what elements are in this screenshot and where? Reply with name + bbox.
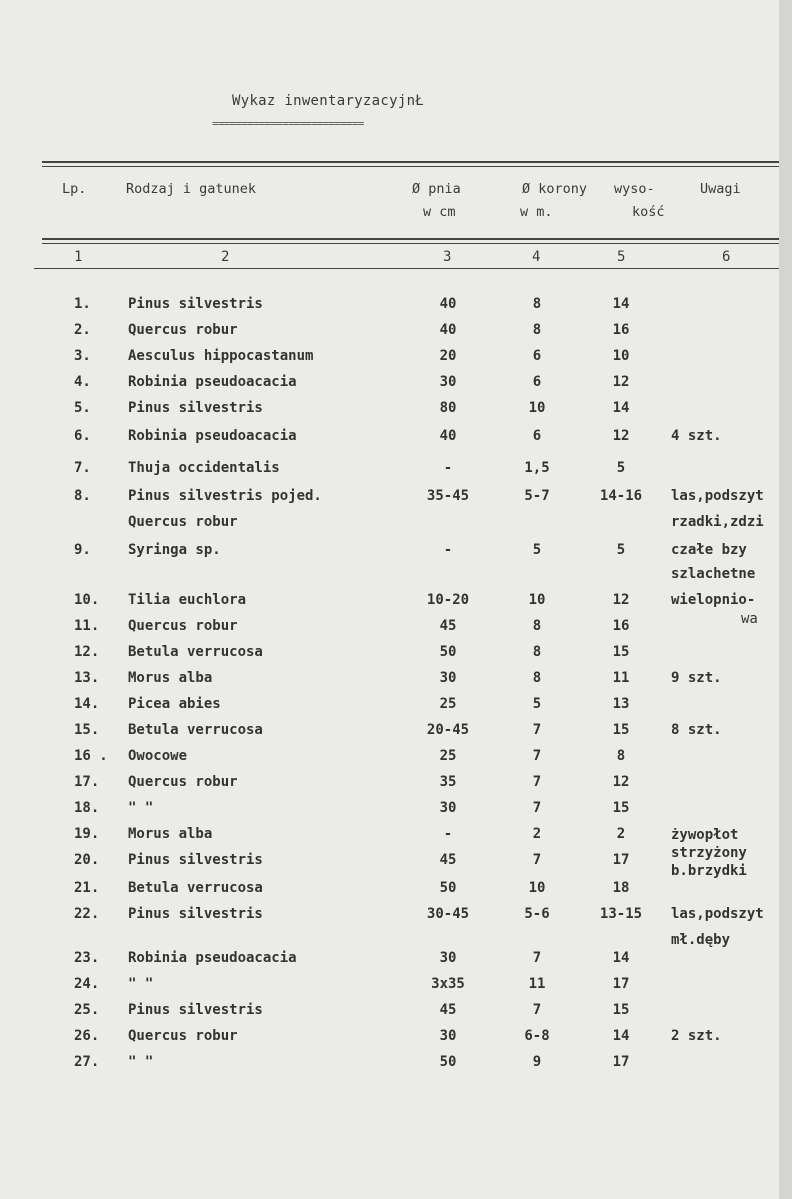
- column-number-1: 1: [74, 249, 83, 265]
- row-uwagi: 8 szt.: [671, 722, 722, 738]
- row-korony: 7: [532, 1002, 542, 1018]
- row-name: Betula verrucosa: [128, 722, 263, 738]
- row-wysokosc: 16: [612, 322, 630, 338]
- row-wysokosc: 15: [612, 722, 630, 738]
- row-lp: 20.: [74, 852, 100, 868]
- row-name: Pinus silvestris: [128, 852, 263, 868]
- row-pnia: 30: [439, 1028, 457, 1044]
- table-row: [0, 514, 792, 536]
- row-pnia: 45: [439, 852, 457, 868]
- row-name: Tilia euchlora: [128, 592, 247, 608]
- row-pnia: 40: [439, 428, 457, 444]
- row-name: Quercus robur: [128, 1028, 238, 1044]
- row-wysokosc: 14: [612, 1028, 630, 1044]
- table-row: [0, 542, 792, 564]
- note-zywoplot-3: b.brzydki: [671, 863, 747, 879]
- row-korony: 7: [532, 722, 542, 738]
- row-lp: 7.: [74, 460, 91, 476]
- row-uwagi: czałe bzy: [671, 542, 747, 558]
- row-wysokosc: 10: [612, 348, 630, 364]
- row-korony: 7: [532, 950, 542, 966]
- row-wysokosc: 14: [612, 296, 630, 312]
- table-row: [0, 428, 792, 450]
- row-korony: 8: [532, 322, 542, 338]
- row-korony: 10: [528, 592, 546, 608]
- header-name: Rodzaj i gatunek: [126, 181, 257, 197]
- table-row: [0, 566, 792, 588]
- row-name: Betula verrucosa: [128, 644, 263, 660]
- note-wielopniowa-cont: wa: [741, 611, 758, 627]
- row-name: Morus alba: [128, 826, 213, 842]
- row-pnia: 40: [439, 322, 457, 338]
- row-wysokosc: 5: [616, 542, 626, 558]
- row-lp: 8.: [74, 488, 91, 504]
- row-korony: 10: [528, 400, 546, 416]
- table-row: [0, 950, 792, 972]
- row-wysokosc: 12: [612, 374, 630, 390]
- row-wysokosc: 16: [612, 618, 630, 634]
- row-lp: 3.: [74, 348, 91, 364]
- row-pnia: 35-45: [426, 488, 470, 504]
- document-title: Wykaz inwentaryzacyjnŁ: [232, 93, 425, 109]
- row-uwagi: las,podszyt: [671, 488, 764, 504]
- row-pnia: 30: [439, 670, 457, 686]
- row-name: " ": [128, 800, 154, 816]
- row-pnia: 25: [439, 748, 457, 764]
- header-bottom-rule-inner: [42, 243, 779, 244]
- note-zywoplot-2: strzyżony: [671, 845, 747, 861]
- row-pnia: 20-45: [426, 722, 470, 738]
- table-row: [0, 976, 792, 998]
- row-korony: 6-8: [524, 1028, 550, 1044]
- row-pnia: 30: [439, 950, 457, 966]
- row-lp: 4.: [74, 374, 91, 390]
- table-top-rule: [42, 161, 779, 163]
- row-uwagi: 9 szt.: [671, 670, 722, 686]
- header-uwagi: Uwagi: [700, 181, 741, 197]
- row-pnia: 30: [439, 374, 457, 390]
- row-lp: 12.: [74, 644, 100, 660]
- row-lp: 9.: [74, 542, 91, 558]
- row-lp: 16 .: [74, 748, 108, 764]
- column-number-2: 2: [221, 249, 230, 265]
- row-korony: 7: [532, 800, 542, 816]
- row-lp: 5.: [74, 400, 91, 416]
- row-wysokosc: 17: [612, 976, 630, 992]
- row-lp: 18.: [74, 800, 100, 816]
- row-name: Morus alba: [128, 670, 213, 686]
- row-wysokosc: 14: [612, 950, 630, 966]
- table-row: [0, 374, 792, 396]
- row-pnia: 3x35: [431, 976, 465, 992]
- row-name: Picea abies: [128, 696, 221, 712]
- row-korony: 8: [532, 618, 542, 634]
- row-wysokosc: 2: [616, 826, 626, 842]
- table-row: [0, 592, 792, 614]
- row-korony: 7: [532, 852, 542, 868]
- row-lp: 24.: [74, 976, 100, 992]
- row-pnia: -: [443, 460, 453, 476]
- row-korony: 2: [532, 826, 542, 842]
- table-row: [0, 774, 792, 796]
- row-korony: 8: [532, 670, 542, 686]
- row-wysokosc: 17: [612, 852, 630, 868]
- row-lp: 25.: [74, 1002, 100, 1018]
- row-korony: 5: [532, 542, 542, 558]
- row-korony: 5: [532, 696, 542, 712]
- numbers-bottom-rule: [34, 268, 779, 269]
- header-korony: Ø korony: [522, 181, 588, 197]
- row-lp: 13.: [74, 670, 100, 686]
- header-pnia: Ø pnia: [412, 181, 461, 197]
- row-pnia: 45: [439, 618, 457, 634]
- row-wysokosc: 14: [612, 400, 630, 416]
- row-name: Robinia pseudoacacia: [128, 950, 297, 966]
- row-name: Pinus silvestris: [128, 906, 263, 922]
- row-lp: 17.: [74, 774, 100, 790]
- row-wysokosc: 18: [612, 880, 630, 896]
- table-row: [0, 748, 792, 770]
- row-name: Quercus robur: [128, 774, 238, 790]
- row-korony: 10: [528, 880, 546, 896]
- table-row: [0, 1028, 792, 1050]
- row-korony: 5-7: [524, 488, 550, 504]
- row-wysokosc: 12: [612, 774, 630, 790]
- row-wysokosc: 15: [612, 1002, 630, 1018]
- row-uwagi: las,podszyt: [671, 906, 764, 922]
- table-row: [0, 722, 792, 744]
- column-number-6: 6: [722, 249, 731, 265]
- row-name: Pinus silvestris: [128, 1002, 263, 1018]
- row-lp: 21.: [74, 880, 100, 896]
- row-korony: 11: [528, 976, 546, 992]
- row-name: Syringa sp.: [128, 542, 221, 558]
- table-row: [0, 880, 792, 902]
- row-lp: 23.: [74, 950, 100, 966]
- row-pnia: 40: [439, 296, 457, 312]
- row-korony: 7: [532, 748, 542, 764]
- row-pnia: -: [443, 826, 453, 842]
- row-korony: 8: [532, 644, 542, 660]
- row-wysokosc: 11: [612, 670, 630, 686]
- row-name: Robinia pseudoacacia: [128, 374, 297, 390]
- row-korony: 5-6: [524, 906, 550, 922]
- table-row: [0, 400, 792, 422]
- row-uwagi: mł.dęby: [671, 932, 731, 948]
- row-name: Betula verrucosa: [128, 880, 263, 896]
- header-lp: Lp.: [62, 181, 87, 197]
- row-uwagi: 4 szt.: [671, 428, 722, 444]
- row-name: Quercus robur: [128, 322, 238, 338]
- table-row: [0, 618, 792, 640]
- row-lp: 11.: [74, 618, 100, 634]
- row-name: " ": [128, 976, 154, 992]
- row-uwagi: 2 szt.: [671, 1028, 722, 1044]
- note-zywoplot-1: żywopłot: [671, 827, 739, 843]
- row-lp: 26.: [74, 1028, 100, 1044]
- column-number-5: 5: [617, 249, 626, 265]
- row-name: " ": [128, 1054, 154, 1070]
- table-row: [0, 322, 792, 344]
- row-name: Robinia pseudoacacia: [128, 428, 297, 444]
- row-pnia: 30: [439, 800, 457, 816]
- row-pnia: 80: [439, 400, 457, 416]
- row-lp: 15.: [74, 722, 100, 738]
- row-wysokosc: 13: [612, 696, 630, 712]
- row-lp: 2.: [74, 322, 91, 338]
- row-pnia: 50: [439, 644, 457, 660]
- row-name: Pinus silvestris pojed.: [128, 488, 322, 504]
- row-pnia: 50: [439, 1054, 457, 1070]
- row-wysokosc: 17: [612, 1054, 630, 1070]
- row-lp: 1.: [74, 296, 91, 312]
- row-korony: 8: [532, 296, 542, 312]
- row-korony: 6: [532, 348, 542, 364]
- row-korony: 6: [532, 374, 542, 390]
- row-pnia: 50: [439, 880, 457, 896]
- header-bottom-rule: [42, 238, 779, 240]
- row-wysokosc: 8: [616, 748, 626, 764]
- table-row: [0, 670, 792, 692]
- row-lp: 14.: [74, 696, 100, 712]
- row-pnia: 45: [439, 1002, 457, 1018]
- row-wysokosc: 12: [612, 592, 630, 608]
- row-lp: 22.: [74, 906, 100, 922]
- row-name: Thuja occidentalis: [128, 460, 280, 476]
- row-pnia: 25: [439, 696, 457, 712]
- row-name: Pinus silvestris: [128, 400, 263, 416]
- row-lp: 6.: [74, 428, 91, 444]
- column-number-4: 4: [532, 249, 541, 265]
- row-wysokosc: 13-15: [599, 906, 643, 922]
- row-name: Aesculus hippocastanum: [128, 348, 314, 364]
- table-row: [0, 696, 792, 718]
- table-row: [0, 906, 792, 928]
- row-lp: 19.: [74, 826, 100, 842]
- table-row: [0, 1054, 792, 1076]
- row-pnia: 10-20: [426, 592, 470, 608]
- table-top-rule-inner: [42, 166, 779, 167]
- row-uwagi: szlachetne: [671, 566, 756, 582]
- row-lp: 10.: [74, 592, 100, 608]
- row-uwagi: wielopnio-: [671, 592, 756, 608]
- header-korony-unit: w m.: [520, 204, 553, 220]
- table-row: [0, 488, 792, 510]
- row-name: Pinus silvestris: [128, 296, 263, 312]
- row-pnia: -: [443, 542, 453, 558]
- row-uwagi: rzadki,zdzi: [671, 514, 764, 530]
- row-korony: 1,5: [524, 460, 550, 476]
- row-name: Owocowe: [128, 748, 188, 764]
- header-pnia-unit: w cm: [423, 204, 456, 220]
- row-wysokosc: 15: [612, 800, 630, 816]
- table-row: [0, 460, 792, 482]
- row-name: Quercus robur: [128, 514, 238, 530]
- row-wysokosc: 12: [612, 428, 630, 444]
- table-row: [0, 296, 792, 318]
- header-wys-2: kość: [632, 204, 665, 220]
- table-row: [0, 644, 792, 666]
- row-pnia: 35: [439, 774, 457, 790]
- row-name: Quercus robur: [128, 618, 238, 634]
- row-wysokosc: 14-16: [599, 488, 643, 504]
- title-underline: ==========================: [212, 117, 364, 130]
- row-korony: 6: [532, 428, 542, 444]
- table-row: [0, 348, 792, 370]
- row-wysokosc: 5: [616, 460, 626, 476]
- header-wys: wyso-: [614, 181, 655, 197]
- row-korony: 9: [532, 1054, 542, 1070]
- table-row: [0, 800, 792, 822]
- row-pnia: 20: [439, 348, 457, 364]
- row-wysokosc: 15: [612, 644, 630, 660]
- row-lp: 27.: [74, 1054, 100, 1070]
- row-pnia: 30-45: [426, 906, 470, 922]
- row-korony: 7: [532, 774, 542, 790]
- table-row: [0, 1002, 792, 1024]
- column-number-3: 3: [443, 249, 452, 265]
